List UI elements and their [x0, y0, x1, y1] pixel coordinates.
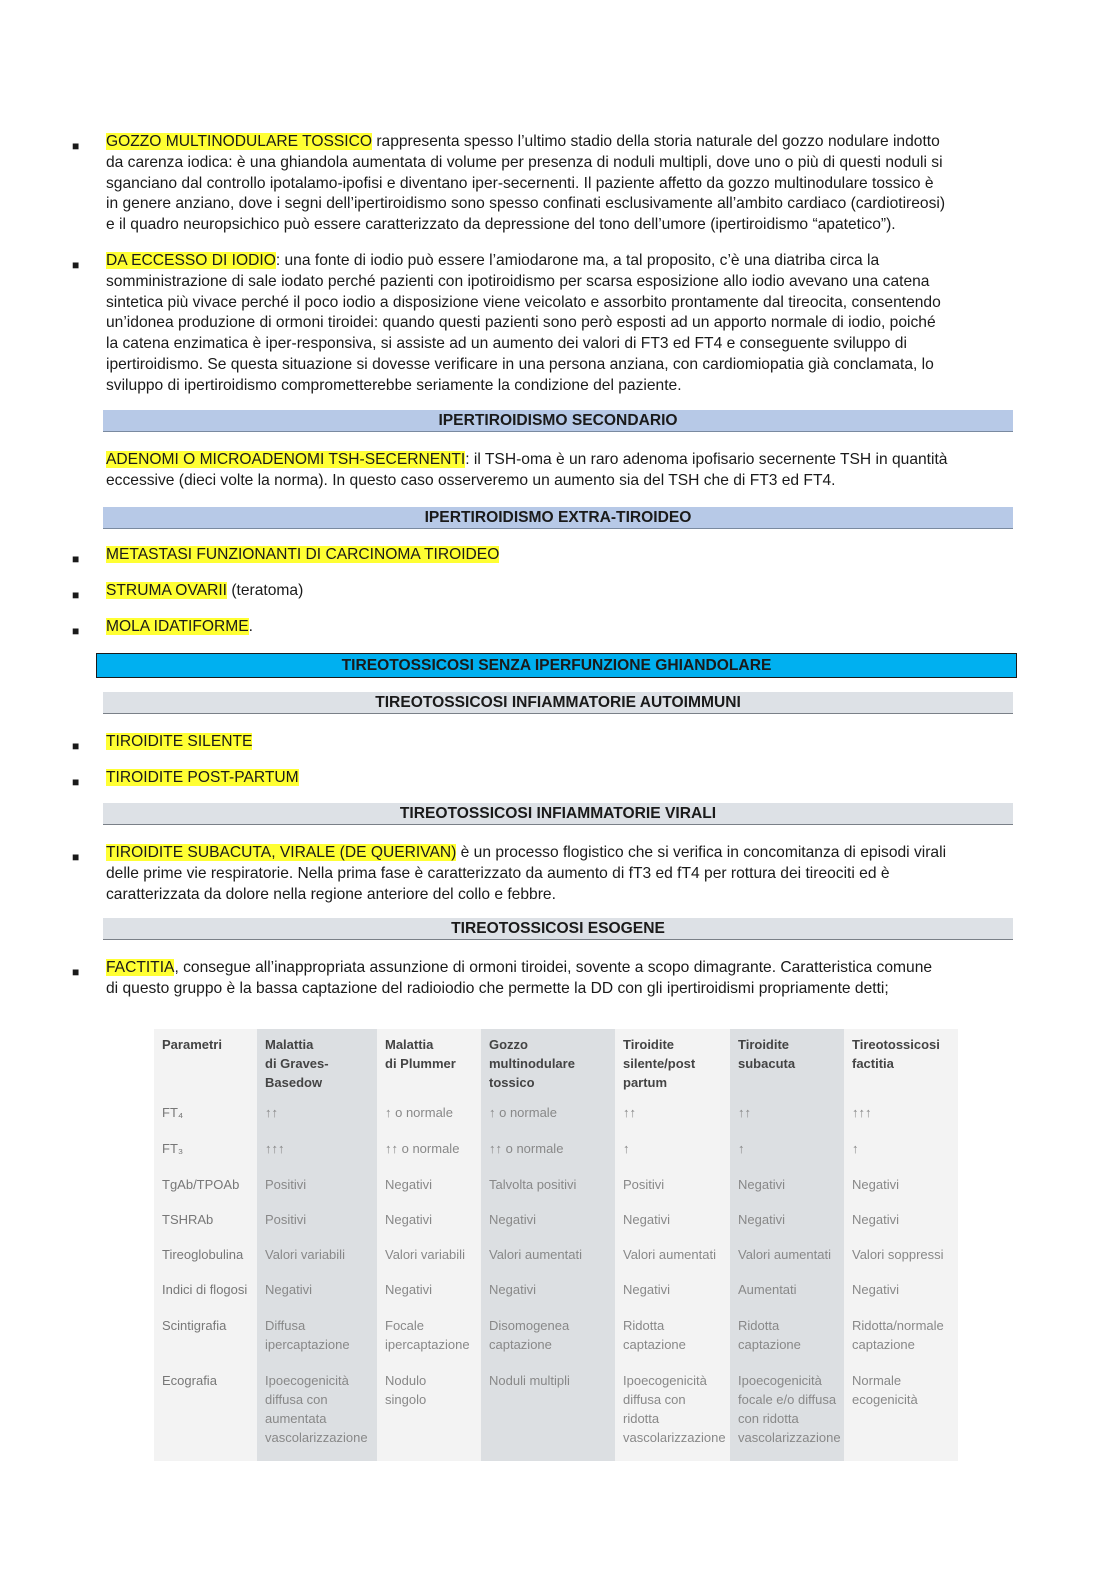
- bullet-marker: ■: [72, 552, 80, 566]
- table-cell: Ipoecogenicità diffusa con aumentata vascolarizzazione: [265, 1373, 368, 1445]
- section-header-esogene: TIREOTOSSICOSI ESOGENE: [103, 918, 1013, 940]
- table-cell: Negativi: [623, 1282, 670, 1297]
- table-cell: ↑↑ o normale: [385, 1141, 460, 1156]
- table-cell: Ipoecogenicità focale e/o diffusa con ridotta vascolarizzazione: [738, 1373, 841, 1445]
- item-tiroidite-silente: TIROIDITE SILENTE: [106, 733, 253, 750]
- table-cell: ↑ o normale: [385, 1105, 453, 1120]
- highlight-term: ADENOMI O MICROADENOMI TSH-SECERNENTI: [106, 451, 466, 468]
- item-metastasi: METASTASI FUNZIONANTI DI CARCINOMA TIROIDEO: [106, 546, 500, 563]
- table-cell: ↑: [738, 1141, 745, 1156]
- bullet-marker: ■: [72, 775, 80, 789]
- table-cell: Normale ecogenicità: [852, 1373, 918, 1407]
- section-header-extra-tiroideo: IPERTIROIDISMO EXTRA-TIROIDEO: [103, 507, 1013, 529]
- bullet-marker: ■: [72, 739, 80, 753]
- table-cell: Valori soppressi: [852, 1247, 944, 1262]
- paragraph-subacuta: TIROIDITE SUBACUTA, VIRALE (DE QUERIVAN) è un processo flogistico che si verifica in concomitanza di episodi virali delle prime vie respiratorie. Nella prima fase è caratterizzato da aumento di fT3 ed fT4 per rottura dei tireociti ed è caratterizzata da dolore nella regione anteriore del collo e febbre.: [106, 844, 947, 903]
- table-row-label: Indici di flogosi: [162, 1282, 248, 1297]
- table-cell: Negativi: [738, 1212, 785, 1227]
- table-cell: Ridotta captazione: [623, 1318, 686, 1352]
- item-struma: STRUMA OVARII (teratoma): [106, 582, 304, 599]
- comparison-table: [154, 1029, 958, 1461]
- table-cell: ↑↑: [623, 1105, 636, 1120]
- table-row-label: Tireoglobulina: [162, 1247, 244, 1262]
- section-header-senza-iperfunzione: TIREOTOSSICOSI SENZA IPERFUNZIONE GHIANDOLARE: [96, 653, 1017, 678]
- paragraph-gozzo: GOZZO MULTINODULARE TOSSICO rappresenta spesso l’ultimo stadio della storia naturale del gozzo nodulare indotto da carenza iodica: è una ghiandola aumentata di volume per presenza di noduli multipli, dove uno o più di questi noduli si sganciano dal controllo ipotalamo-ipofisi e diventano iper-secernenti. Il paziente affetto da gozzo multinodulare tossico è in genere anziano, dove i segni dell’ipertiroidismo sono spesso confinati esclusivamente all’ambito cardiaco (cardiotireosi) e il quadro neuropsichico può essere caratterizzato da depressione del tono dell’umore (ipertiroidismo “apatetico”).: [106, 133, 946, 234]
- section-header-secondario: IPERTIROIDISMO SECONDARIO: [103, 410, 1013, 432]
- bullet-marker: ■: [72, 965, 80, 979]
- table-cell: Negativi: [489, 1212, 536, 1227]
- item-mola: MOLA IDATIFORME.: [106, 618, 254, 635]
- table-cell: Talvolta positivi: [489, 1177, 577, 1192]
- table-cell: Diffusa ipercaptazione: [265, 1318, 350, 1352]
- table-cell: Negativi: [489, 1282, 536, 1297]
- table-header: Gozzo multinodulare tossico: [489, 1037, 575, 1090]
- table-cell: Negativi: [265, 1282, 312, 1297]
- table-cell: Valori variabili: [385, 1247, 465, 1262]
- bullet-marker: ■: [72, 850, 80, 864]
- table-cell: Positivi: [265, 1212, 307, 1227]
- bullet-marker: ■: [72, 624, 80, 638]
- table-cell: ↑↑ o normale: [489, 1141, 564, 1156]
- table-cell: ↑: [623, 1141, 630, 1156]
- table-header: Tireotossicosi factitia: [852, 1037, 940, 1071]
- table-row-label: TSHRAb: [162, 1212, 214, 1227]
- table-cell: ↑↑: [265, 1105, 278, 1120]
- table-cell: ↑↑↑: [265, 1141, 285, 1156]
- table-cell: Disomogenea captazione: [489, 1318, 570, 1352]
- table-cell: Valori aumentati: [489, 1247, 582, 1262]
- table-cell: Valori aumentati: [738, 1247, 831, 1262]
- table-cell: ↑↑: [738, 1105, 751, 1120]
- table-cell: Focale ipercaptazione: [385, 1318, 470, 1352]
- paragraph-factitia: FACTITIA, consegue all’inappropriata assunzione di ormoni tiroidei, sovente a scopo dimagrante. Caratteristica comune di questo gruppo è la bassa captazione del radioiodio che permette la DD con gli ipertiroidismi propriamente detti;: [106, 959, 933, 997]
- paragraph-adenomi: ADENOMI O MICROADENOMI TSH-SECERNENTI: il TSH-oma è un raro adenoma ipofisario secernente TSH in quantità eccessive (dieci volte la norma). In questo caso osserveremo un aumento sia del TSH che di FT3 ed FT4.: [106, 451, 948, 489]
- table-cell: Ipoecogenicità diffusa con ridotta vascolarizzazione: [623, 1373, 726, 1445]
- table-cell: Ridotta captazione: [738, 1318, 801, 1352]
- table-cell: Ridotta/normale captazione: [852, 1318, 944, 1352]
- table-cell: ↑↑↑: [852, 1105, 872, 1120]
- table-cell: Negativi: [852, 1212, 899, 1227]
- table-cell: Negativi: [385, 1282, 432, 1297]
- table-cell: Aumentati: [738, 1282, 797, 1297]
- paragraph-iodio: DA ECCESSO DI IODIO: una fonte di iodio può essere l’amiodarone ma, a tal proposito, c’è una diatriba circa la somministrazione di sale iodato perché pazienti con ipotiroidismo per scarsa esposizione allo iodio avevano una catena sintetica più vivace perché il poco iodio a disposizione viene veicolato e assorbito prontamente dal tireocita, consentendo un’idonea produzione di ormoni tiroidei: quando questi pazienti sono però esposti ad un apporto normale di iodio, poiché la catena enzimatica è iper-responsiva, si assiste ad un aumento dei valori di FT3 ed FT4 e conseguente sviluppo di ipertiroidismo. Se questa situazione si dovesse verificare in una persona anziana, con cardiomiopatia già conclamata, lo sviluppo di ipertiroidismo comprometterebbe seriamente la condizione del paziente.: [106, 252, 941, 394]
- table-cell: Nodulo singolo: [385, 1373, 427, 1407]
- highlight-term: TIROIDITE SUBACUTA, VIRALE (DE QUERIVAN): [106, 844, 457, 861]
- table-cell: Positivi: [623, 1177, 665, 1192]
- table-row-label: FT₃: [162, 1141, 184, 1156]
- table-header: Malattia di Graves- Basedow: [265, 1037, 329, 1090]
- table-cell: Negativi: [385, 1212, 432, 1227]
- table-cell: Negativi: [623, 1212, 670, 1227]
- table-cell: Negativi: [385, 1177, 432, 1192]
- table-header: Tiroidite subacuta: [738, 1037, 796, 1071]
- table-header: Malattia di Plummer: [385, 1037, 456, 1071]
- table-header: Tiroidite silente/post partum: [623, 1037, 696, 1090]
- table-row-label: TgAb/TPOAb: [162, 1177, 240, 1192]
- table-row-label: Ecografia: [162, 1373, 217, 1388]
- section-header-virali: TIREOTOSSICOSI INFIAMMATORIE VIRALI: [103, 803, 1013, 825]
- bullet-marker: ■: [72, 258, 80, 272]
- table-row-label: FT₄: [162, 1105, 184, 1120]
- highlight-term: GOZZO MULTINODULARE TOSSICO: [106, 133, 372, 150]
- table-cell: ↑ o normale: [489, 1105, 557, 1120]
- highlight-term: DA ECCESSO DI IODIO: [106, 252, 276, 269]
- table-row-label: Scintigrafia: [162, 1318, 227, 1333]
- table-cell: Positivi: [265, 1177, 307, 1192]
- table-header: Parametri: [162, 1037, 222, 1052]
- table-cell: ↑: [852, 1141, 859, 1156]
- bullet-marker: ■: [72, 588, 80, 602]
- bullet-marker: ■: [72, 139, 80, 153]
- highlight-term: FACTITIA: [106, 959, 175, 976]
- section-header-autoimmuni: TIREOTOSSICOSI INFIAMMATORIE AUTOIMMUNI: [103, 692, 1013, 714]
- table-cell: Negativi: [852, 1177, 899, 1192]
- table-cell: Negativi: [852, 1282, 899, 1297]
- table-cell: Negativi: [738, 1177, 785, 1192]
- table-cell: Valori aumentati: [623, 1247, 716, 1262]
- table-cell: Noduli multipli: [489, 1373, 570, 1388]
- table-cell: Valori variabili: [265, 1247, 345, 1262]
- item-tiroidite-post-partum: TIROIDITE POST-PARTUM: [106, 769, 299, 786]
